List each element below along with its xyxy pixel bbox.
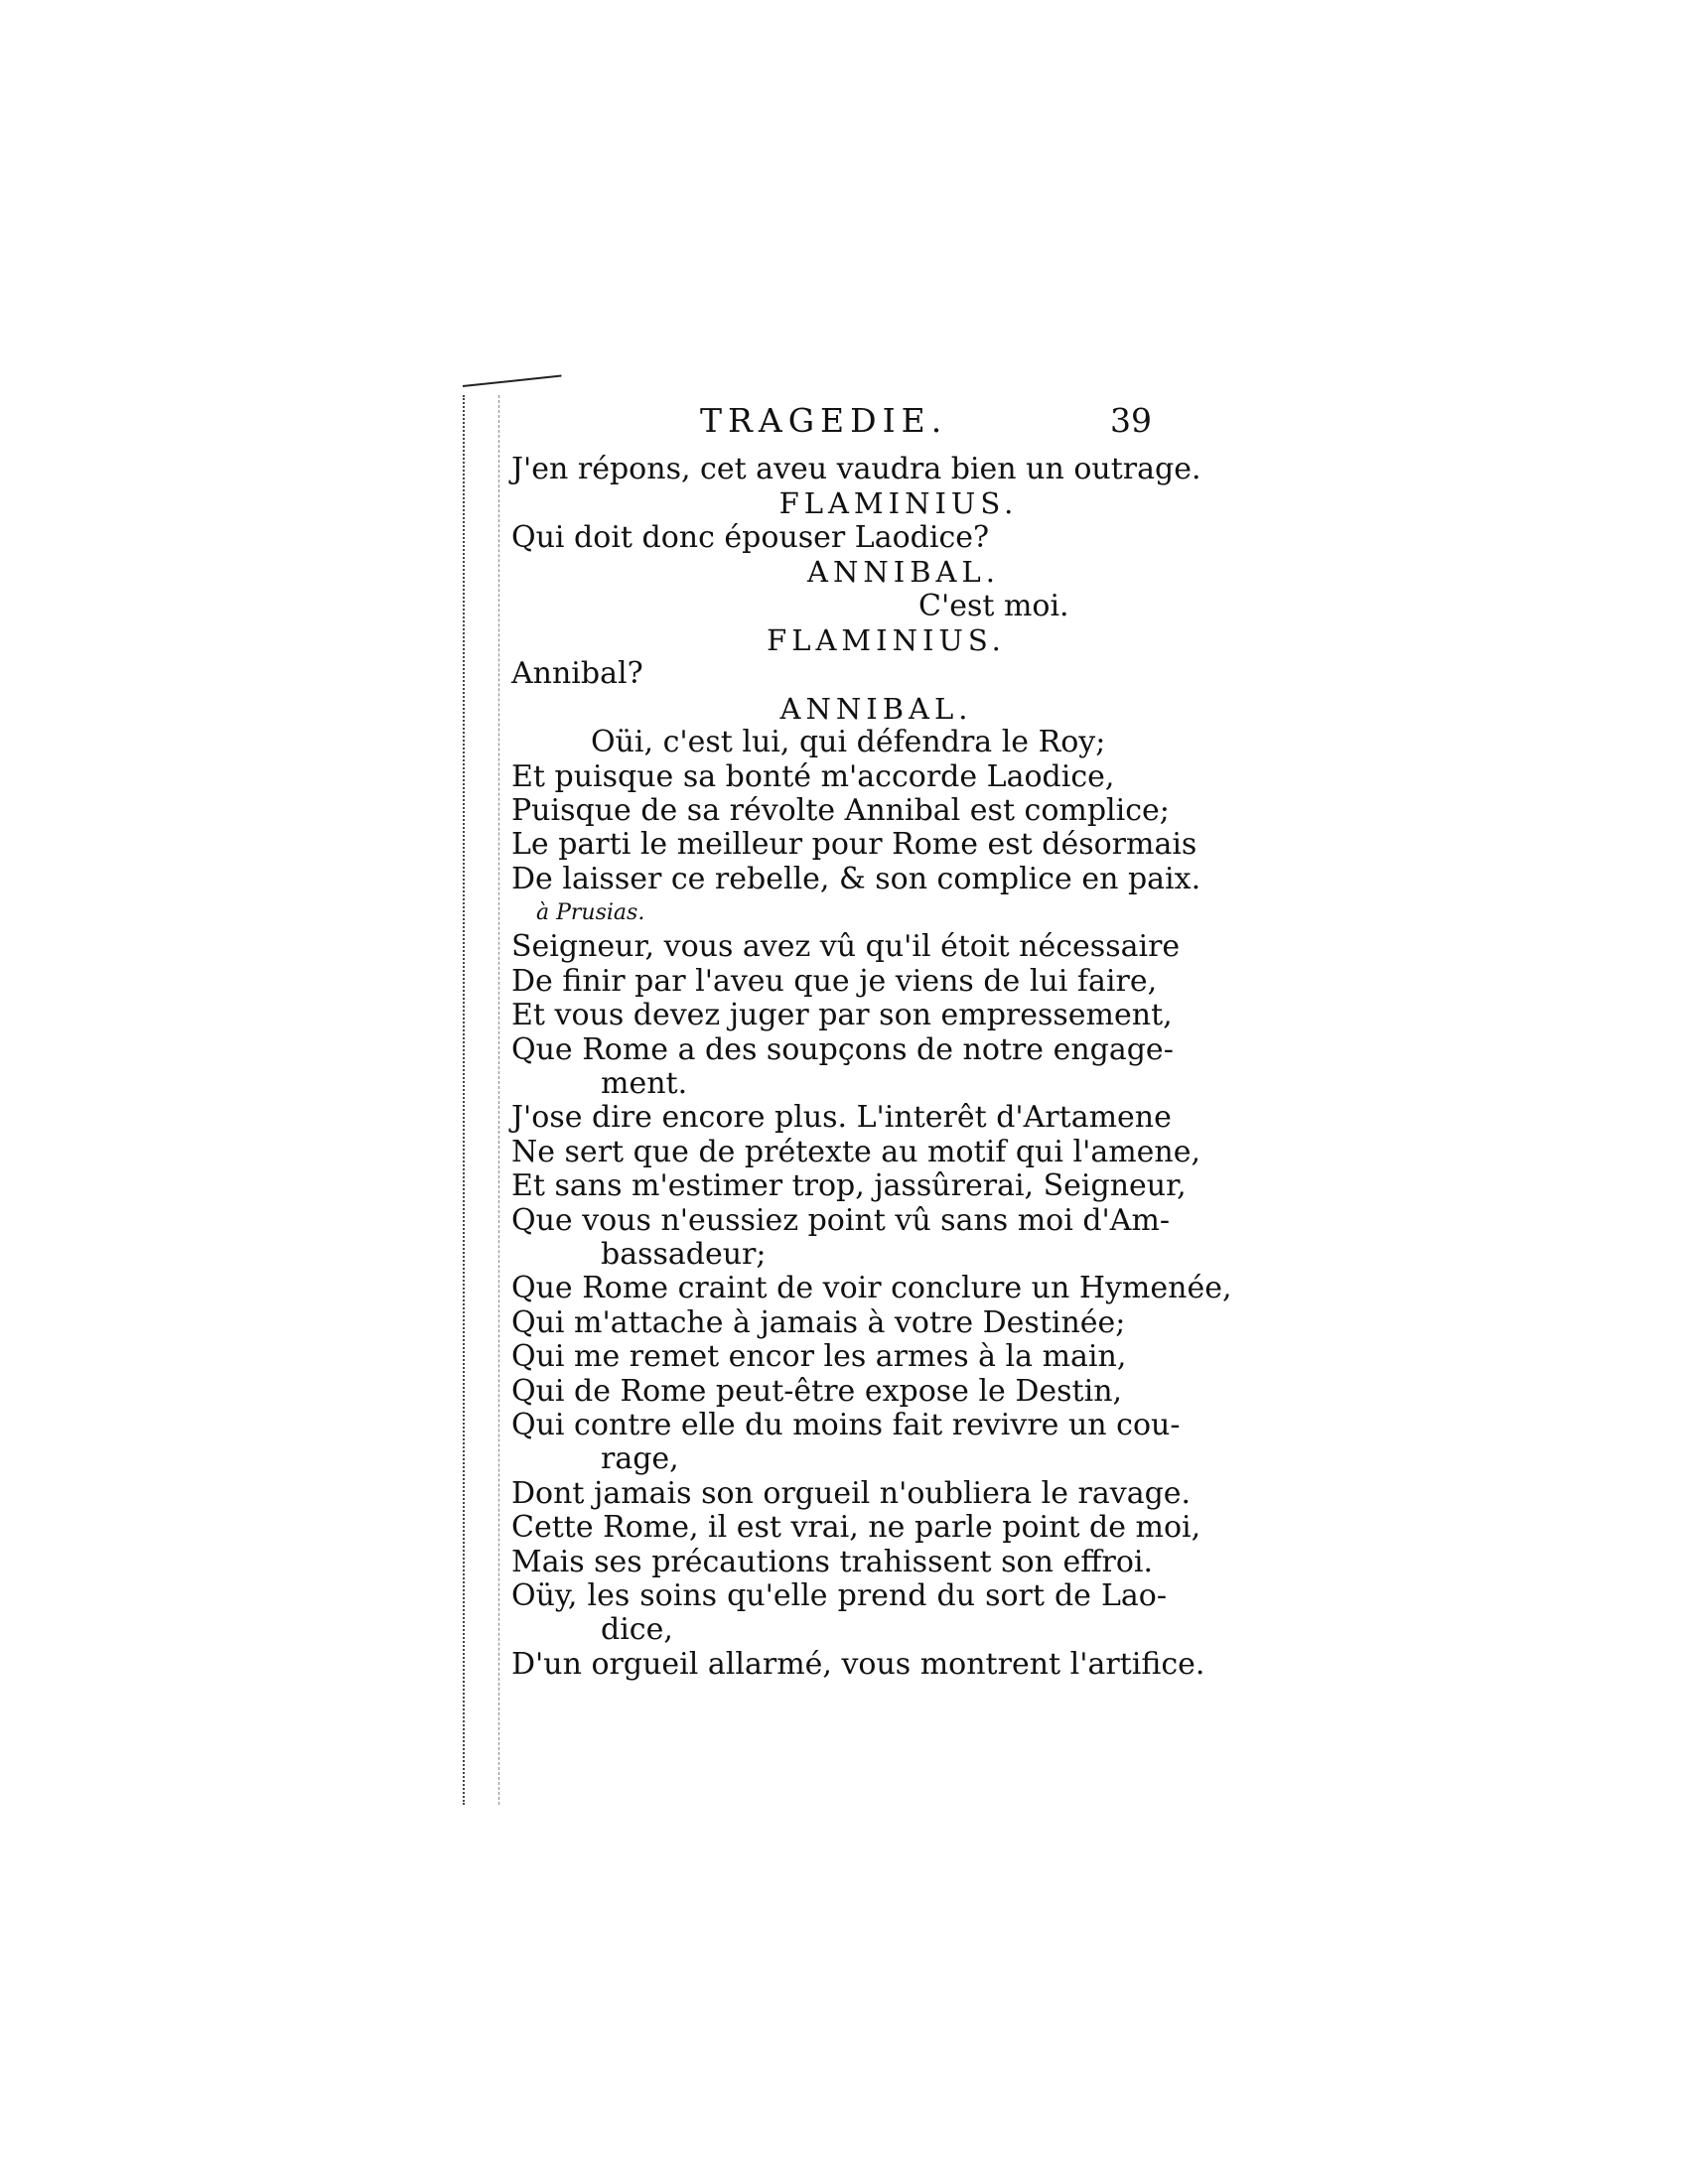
- verse-line: Qui contre elle du moins fait revivre un cou-: [511, 1407, 1181, 1442]
- binding-gutter: [463, 395, 499, 1805]
- verse-line: C'est moi.: [918, 588, 1069, 623]
- verse-line: Seigneur, vous avez vû qu'il étoit nécessaire: [511, 929, 1181, 965]
- verse-line-continuation: ment.: [601, 1066, 688, 1102]
- verse-line-continuation: bassadeur;: [601, 1236, 767, 1272]
- verse-line: Le parti le meilleur pour Rome est désormais: [511, 827, 1197, 863]
- stage-direction: à Prusias.: [536, 900, 645, 926]
- verse-line: Et vous devez juger par son empressement,: [511, 998, 1173, 1033]
- verse-line: Oüy, les soins qu'elle prend du sort de Lao-: [511, 1577, 1167, 1613]
- page-corner-mark: [463, 375, 562, 387]
- speaker-name: ANNIBAL.: [807, 555, 1000, 590]
- verse-line: Ne sert que de prétexte au motif qui l'amene,: [511, 1134, 1201, 1169]
- verse-line: Oüi, c'est lui, qui défendra le Roy;: [591, 725, 1106, 760]
- verse-line: Qui m'attache à jamais à votre Destinée;: [511, 1304, 1126, 1340]
- speaker-name: FLAMINIUS.: [767, 622, 1006, 657]
- verse-line: Qui me remet encor les armes à la main,: [511, 1339, 1127, 1375]
- verse-line: Que Rome craint de voir conclure un Hymenée,: [511, 1271, 1232, 1306]
- verse-line: Annibal?: [511, 656, 643, 692]
- page-number: 39: [1110, 401, 1152, 440]
- speaker-name: ANNIBAL.: [779, 691, 973, 726]
- verse-line: J'en répons, cet aveu vaudra bien un outrage.: [511, 452, 1201, 486]
- verse-line: De finir par l'aveu que je viens de lui faire,: [511, 963, 1158, 999]
- verse-line-continuation: rage,: [601, 1441, 679, 1477]
- verse-line: J'ose dire encore plus. L'interêt d'Artamene: [511, 1100, 1172, 1136]
- verse-line: Que Rome a des soupçons de notre engage-: [511, 1031, 1174, 1067]
- running-header: [506, 401, 1162, 449]
- verse-line: Cette Rome, il est vrai, ne parle point de moi,: [511, 1510, 1201, 1546]
- verse-line: Que vous n'eussiez point vû sans moi d'Am-: [511, 1202, 1171, 1238]
- verse-line: Dont jamais son orgueil n'oubliera le ravage.: [511, 1475, 1192, 1511]
- verse-line: Puisque de sa révolte Annibal est complice;: [511, 792, 1170, 828]
- running-title: TRAGEDIE.: [700, 401, 948, 440]
- verse-line: Qui doit donc épouser Laodice?: [511, 519, 990, 555]
- verse-line: D'un orgueil allarmé, vous montrent l'artifice.: [511, 1646, 1205, 1682]
- verse-line: De laisser ce rebelle, & son complice en paix.: [511, 861, 1201, 896]
- verse-line: Mais ses précautions trahissent son effroi.: [511, 1544, 1154, 1579]
- verse-line: Et puisque sa bonté m'accorde Laodice,: [511, 758, 1115, 794]
- verse-line-continuation: dice,: [601, 1612, 673, 1648]
- verse-line: Et sans m'estimer trop, jassûrerai, Seigneur,: [511, 1168, 1187, 1204]
- play-text: [511, 452, 1232, 1682]
- speaker-name: FLAMINIUS.: [778, 486, 1019, 521]
- verse-line: Qui de Rome peut-être expose le Destin,: [511, 1373, 1123, 1409]
